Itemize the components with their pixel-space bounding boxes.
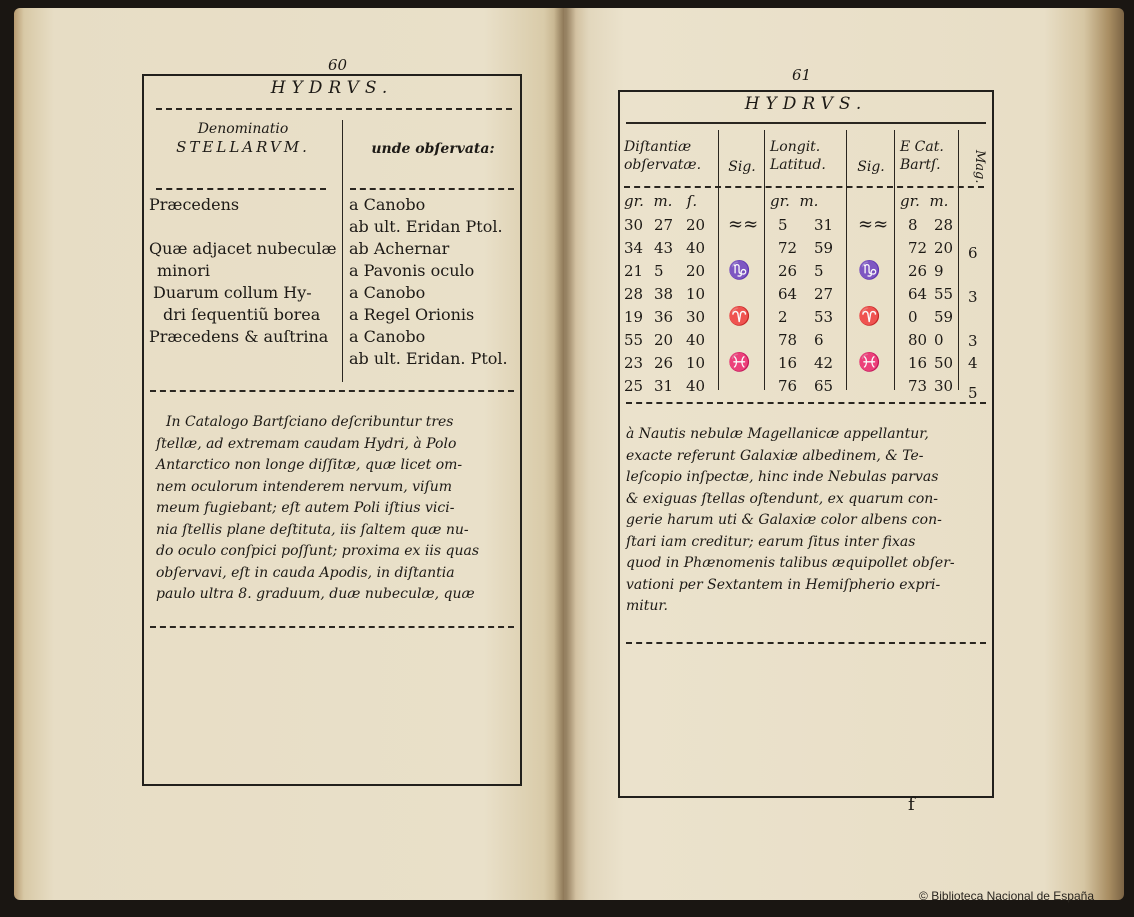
list-item: Præcedens & auſtrina [149,327,329,346]
star-table [618,126,990,402]
longitude-minutes: 42 [814,354,834,372]
catalog-degrees: 0 [908,308,918,326]
catalog-degrees: 72 [908,239,928,257]
header-unde: unde obſervata: [371,141,495,157]
source-item: ab ult. Eridan Ptol. [349,217,503,236]
catalog-minutes: 20 [934,239,954,257]
catalog-minutes: 59 [934,308,954,326]
magnitude: 3 [968,288,978,306]
list-item: dri ſequentiũ borea [163,305,321,324]
longitude-minutes: 6 [814,331,824,349]
unit-label: gr. m. ſ. [624,192,698,210]
rule [150,626,514,628]
running-title: HYDRVS. [270,78,394,98]
catalog-degrees: 73 [908,377,928,395]
longitude-degrees: 78 [778,331,798,349]
copyright-notice: © Biblioteca Nacional de España [919,889,1094,903]
catalog-degrees: 26 [908,262,928,280]
right-page [564,8,1124,900]
column-divider [764,130,765,390]
longitude-degrees: 64 [778,285,798,303]
source-item: a Pavonis oculo [349,261,475,280]
page-number: 61 [792,66,812,84]
longitude-minutes: 5 [814,262,824,280]
magnitude: 4 [968,354,978,372]
list-item: Præcedens [149,195,240,214]
distance-degrees: 23 [624,354,644,372]
catalog-minutes: 28 [934,216,954,234]
distance-minutes: 38 [654,285,674,303]
distance-minutes: 5 [654,262,664,280]
distance-degrees: 28 [624,285,644,303]
header-distantia: Diſtantiæ obſervatæ. [624,139,702,173]
distance-seconds: 30 [686,308,706,326]
rule [150,390,514,392]
unit-label: gr. m. [770,192,819,210]
header-ecat: E Cat. Bartſ. [900,139,944,173]
zodiac-sign: ♈ [728,306,751,327]
catalog-degrees: 64 [908,285,928,303]
source-item: a Canobo [349,283,426,302]
running-title: HYDRVS. [744,94,868,114]
distance-minutes: 26 [654,354,674,372]
distance-minutes: 31 [654,377,674,395]
source-item: ab ult. Eridan. Ptol. [349,349,508,368]
catalog-minutes: 55 [934,285,954,303]
column-divider [958,130,959,390]
header-longit: Longit. Latitud. [770,139,826,173]
distance-seconds: 10 [686,285,706,303]
zodiac-sign: ≈≈ [728,214,759,235]
longitude-minutes: 59 [814,239,834,257]
distance-degrees: 30 [624,216,644,234]
column-divider [718,130,719,390]
open-book [14,8,1124,908]
longitude-minutes: 31 [814,216,834,234]
longitude-degrees: 5 [778,216,788,234]
header-mag: Mag. [972,150,987,184]
catalog-degrees: 8 [908,216,918,234]
catalog-minutes: 50 [934,354,954,372]
list-item: minori [157,261,210,280]
distance-degrees: 21 [624,262,644,280]
header-sig: Sig. [728,159,756,175]
source-item: ab Achernar [349,239,450,258]
distance-minutes: 27 [654,216,674,234]
catalog-degrees: 16 [908,354,928,372]
distance-minutes: 36 [654,308,674,326]
header-line: STELLARVM. [176,138,310,156]
book-spine [554,8,576,900]
distance-degrees: 34 [624,239,644,257]
rule [624,186,984,188]
rule [626,122,986,124]
distance-degrees: 25 [624,377,644,395]
rule [626,402,986,404]
source-item: a Canobo [349,195,426,214]
zodiac-sign: ♑ [858,260,881,281]
distance-degrees: 19 [624,308,644,326]
zodiac-sign: ♈ [858,306,881,327]
column-divider [894,130,895,390]
longitude-degrees: 2 [778,308,788,326]
rule [156,188,326,190]
left-page [14,8,564,900]
longitude-degrees: 16 [778,354,798,372]
list-item: Quæ adjacet nubeculæ [149,239,337,258]
catalog-degrees: 80 [908,331,928,349]
distance-seconds: 10 [686,354,706,372]
distance-seconds: 20 [686,262,706,280]
rule [156,108,512,110]
page-number: 60 [328,56,348,74]
header-sig: Sig. [857,159,885,175]
distance-minutes: 20 [654,331,674,349]
catalog-minutes: 9 [934,262,944,280]
distance-degrees: 55 [624,331,644,349]
longitude-minutes: 65 [814,377,834,395]
unit-label: gr. m. [900,192,949,210]
latin-paragraph: à Nautis nebulæ Magellanicæ appellantur, exacte referunt Galaxiæ albedinem, & Te- leſcopio inſpectæ, hinc inde Nebulas parvas & exiguas ſtellas oſtendunt, ex quarum con- gerie harum uti & Galaxiæ color albens con- ſtari iam creditur; earum ſitus inter fixas quod in Phænomenis talibus æquipollet obſer- vationi per Sextantem in Hemiſpherio expri- mitur. [626,426,955,614]
longitude-degrees: 72 [778,239,798,257]
zodiac-sign: ≈≈ [858,214,889,235]
source-item: a Regel Orionis [349,305,475,324]
list-item: Duarum collum Hy- [153,283,312,302]
catalog-minutes: 0 [934,331,944,349]
distance-seconds: 40 [686,331,706,349]
latin-paragraph: In Catalogo Bartſciano deſcribuntur tres ſtellæ, ad extremam caudam Hydri, à Polo Antarctico non longe diſſitæ, quæ licet om- nem oculorum intenderem nervum, viſum meum fugiebant; eſt autem Poli iſtius vici- nia ſtellis plane deſtituta, iis ſaltem quæ nu- do oculo conſpici poſſunt; proxima ex iis quas obſervavi, eſt in cauda Apodis, in diſtantia paulo ultra 8. graduum, duæ nubeculæ, quæ [156,414,479,602]
magnitude: 5 [968,384,978,402]
header-denominatio [148,120,338,156]
magnitude: 6 [968,244,978,262]
magnitude: 3 [968,332,978,350]
longitude-minutes: 27 [814,285,834,303]
signature-mark: f [908,794,915,815]
header-line: Denominatio [197,121,289,137]
rule [626,642,986,644]
longitude-degrees: 76 [778,377,798,395]
distance-seconds: 40 [686,377,706,395]
catalog-minutes: 30 [934,377,954,395]
distance-minutes: 43 [654,239,674,257]
zodiac-sign: ♓ [728,352,751,373]
column-divider [342,120,343,382]
longitude-degrees: 26 [778,262,798,280]
source-item: a Canobo [349,327,426,346]
distance-seconds: 20 [686,216,706,234]
rule [350,188,514,190]
longitude-minutes: 53 [814,308,834,326]
zodiac-sign: ♑ [728,260,751,281]
distance-seconds: 40 [686,239,706,257]
zodiac-sign: ♓ [858,352,881,373]
column-divider [846,130,847,390]
